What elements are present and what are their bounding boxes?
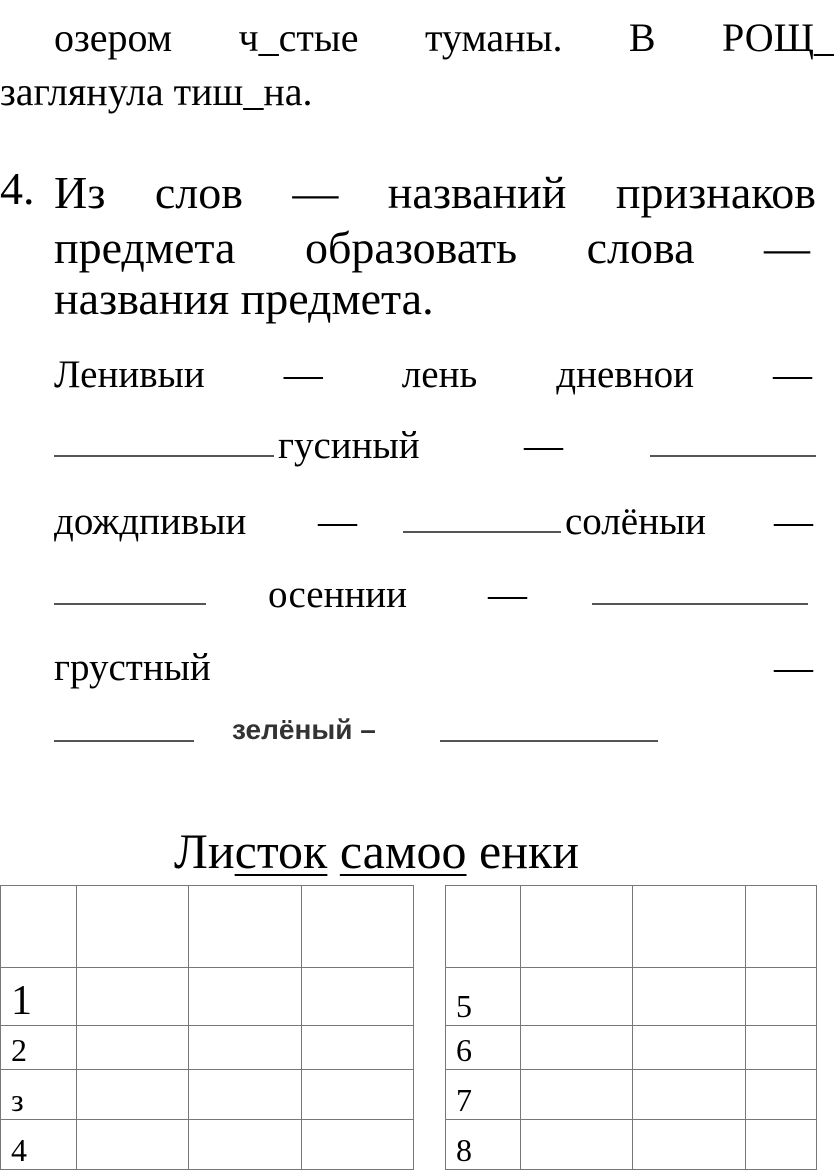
task-line-3: названия предмета.	[54, 273, 434, 324]
text-line-1	[54, 14, 834, 61]
table-cell[interactable]	[1, 1070, 77, 1120]
word-row-1	[54, 352, 812, 397]
word: дневнои	[556, 353, 694, 396]
table-cell[interactable]	[521, 1026, 633, 1070]
table-cell[interactable]	[521, 1070, 633, 1120]
row-number: 7	[456, 1082, 472, 1118]
table-cell[interactable]	[189, 968, 302, 1026]
table-cell[interactable]	[302, 1026, 414, 1070]
table-cell[interactable]	[446, 1120, 521, 1170]
answer-blank	[54, 740, 194, 742]
table-cell[interactable]	[77, 968, 189, 1026]
word: слов	[154, 167, 243, 218]
task-line-2	[54, 221, 810, 274]
row-number: 8	[456, 1132, 472, 1168]
self-assessment-table-right	[445, 885, 817, 1170]
table-cell[interactable]	[446, 968, 521, 1026]
table-cell[interactable]	[77, 1120, 189, 1170]
self-assessment-table-left	[0, 885, 414, 1170]
row-number: 5	[456, 988, 472, 1024]
table-cell[interactable]	[746, 1070, 817, 1120]
word: РОЩ_	[721, 15, 834, 60]
answer-blank	[650, 455, 816, 457]
row-number: з	[11, 1082, 24, 1118]
word: образовать	[304, 222, 518, 273]
table-cell[interactable]	[302, 1120, 414, 1170]
table-cell[interactable]	[521, 968, 633, 1026]
table-cell[interactable]	[189, 1070, 302, 1120]
table-cell[interactable]	[633, 1026, 746, 1070]
table-cell[interactable]	[446, 1026, 521, 1070]
answer-blank	[592, 603, 808, 605]
word-dozhdlivy: дождпивыи	[54, 500, 247, 543]
table-cell[interactable]	[446, 1070, 521, 1120]
answer-blank	[440, 740, 658, 742]
table-cell[interactable]	[189, 1120, 302, 1170]
table-cell[interactable]	[746, 1026, 817, 1070]
table-cell[interactable]	[633, 1070, 746, 1120]
table-cell[interactable]	[302, 886, 414, 968]
dash: —	[774, 500, 813, 543]
word-zelyony: зелёный –	[232, 714, 376, 745]
word: Ленивыи	[54, 353, 205, 396]
word: —	[292, 167, 339, 218]
word: предмета	[54, 222, 236, 273]
table-cell[interactable]	[446, 886, 521, 968]
table-cell[interactable]	[302, 968, 414, 1026]
answer-blank	[403, 531, 561, 533]
table-cell[interactable]	[302, 1070, 414, 1120]
dash: —	[524, 424, 563, 467]
table-cell[interactable]	[633, 886, 746, 968]
table-cell[interactable]	[189, 886, 302, 968]
table-cell[interactable]	[521, 886, 633, 968]
table-cell[interactable]	[746, 1120, 817, 1170]
self-assessment-title: Листок самоо енки	[174, 823, 579, 879]
table-cell[interactable]	[1, 886, 77, 968]
word: Из	[54, 167, 106, 218]
table-cell[interactable]	[77, 1026, 189, 1070]
word: слова	[586, 222, 695, 273]
table-cell[interactable]	[633, 1120, 746, 1170]
table-cell[interactable]	[1, 1026, 77, 1070]
word-grustny: грустный	[54, 646, 211, 689]
task-number: 4.	[0, 163, 35, 214]
row-number: 1	[11, 978, 32, 1024]
word: ч_стые	[238, 15, 359, 60]
word-osenny: осеннии	[268, 573, 408, 616]
word: В	[628, 15, 656, 60]
word: лень	[401, 353, 478, 396]
table-cell[interactable]	[746, 968, 817, 1026]
table-cell[interactable]	[746, 886, 817, 968]
row-number: 4	[11, 1132, 27, 1168]
dash: —	[772, 353, 812, 396]
table-cell[interactable]	[521, 1120, 633, 1170]
word-gusiny: гусиный	[278, 424, 420, 467]
row-number: 2	[11, 1032, 27, 1068]
task-line-1	[54, 166, 816, 219]
word: названий	[387, 167, 567, 218]
row-number: 6	[456, 1032, 472, 1068]
dash: —	[318, 500, 357, 543]
word-solyony: солёныи	[565, 500, 707, 543]
table-cell[interactable]	[189, 1026, 302, 1070]
word: туманы.	[424, 15, 563, 60]
answer-blank	[54, 455, 274, 457]
word: —	[763, 222, 810, 273]
text-line-2: заглянула тиш_на.	[0, 69, 313, 114]
table-cell[interactable]	[77, 1070, 189, 1120]
table-cell[interactable]	[1, 1120, 77, 1170]
table-cell[interactable]	[1, 968, 77, 1026]
word: признаков	[615, 167, 816, 218]
word: озером	[54, 15, 173, 60]
table-cell[interactable]	[633, 968, 746, 1026]
dash: —	[488, 573, 527, 616]
answer-blank	[54, 603, 206, 605]
dash: —	[774, 646, 813, 689]
table-cell[interactable]	[77, 886, 189, 968]
dash: —	[283, 353, 323, 396]
